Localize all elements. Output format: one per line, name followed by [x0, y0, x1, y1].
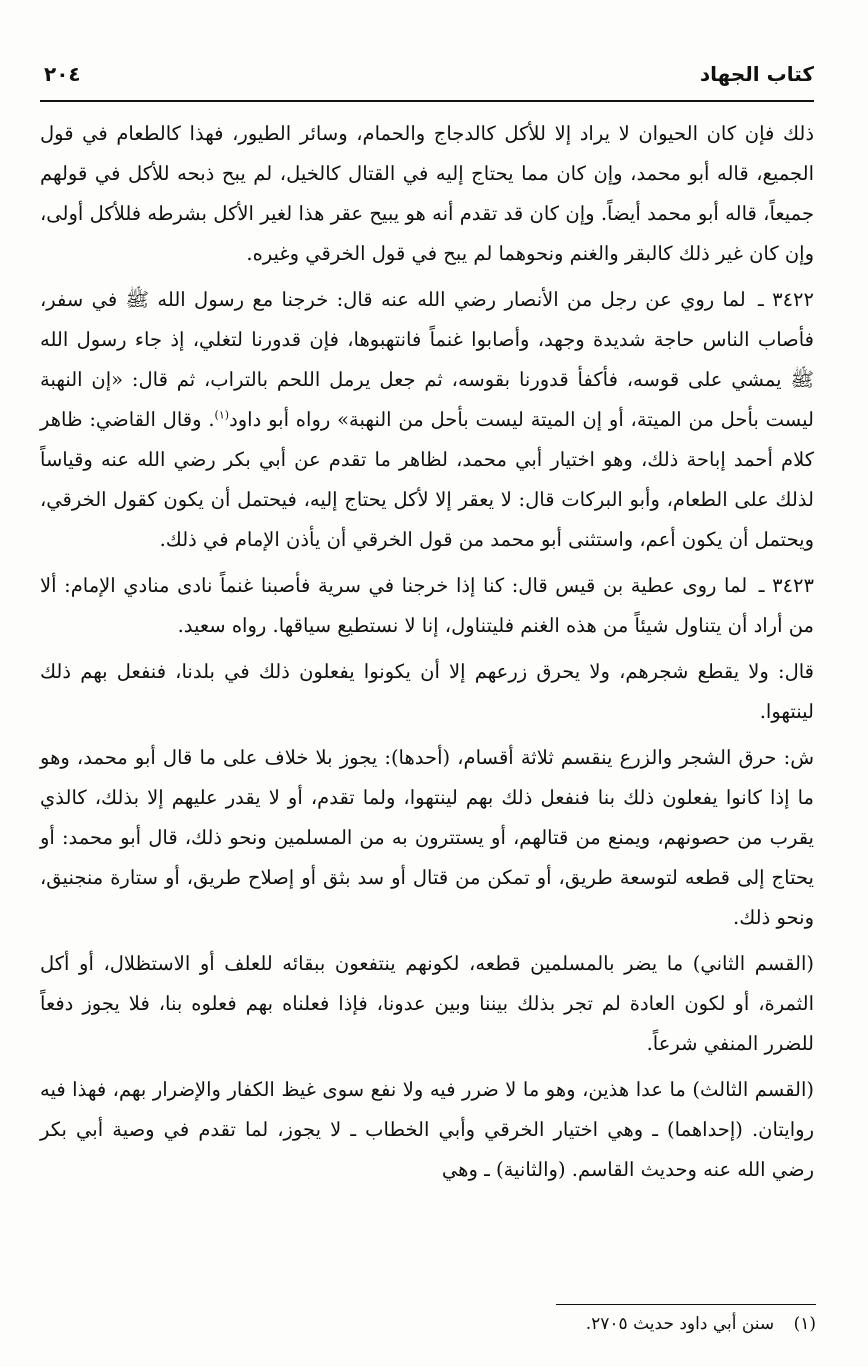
paragraph-text: قال: ولا يقطع شجرهم، ولا يحرق زرعهم إلا أن يكونوا يفعلون ذلك في بلدنا، فنفعل بهم ذلك لينتهوا.	[40, 660, 814, 723]
paragraph-text: ذلك فإن كان الحيوان لا يراد إلا للأكل كالدجاج والحمام، وسائر الطيور، فهذا كالطعام في قول الجميع، قاله أبو محمد، وإن كان مما يحتاج إليه في القتال كالخيل، لم يبح ذبحه للأكل في قولهم جميعاً، قاله أبو محمد أيضاً. وإن كان قد تقدم أنه هو يبيح عقر هذا لغير الأكل بشرطه فللأكل أولى، وإن كان غير ذلك كالبقر والغنم ونحوهما لم يبح في قول الخرقي وغيره.	[40, 122, 814, 265]
paragraph-1	[40, 114, 814, 274]
paragraph-4	[40, 652, 814, 732]
body-text	[40, 114, 814, 1196]
paragraph-2	[40, 280, 814, 560]
page-header	[44, 58, 814, 98]
paragraph-5	[40, 738, 814, 938]
header-rule	[40, 100, 814, 102]
running-title: كتاب الجهاد	[699, 62, 814, 86]
paragraph-text: لما روى عطية بن قيس قال: كنا إذا خرجنا في سرية فأصبنا غنماً نادى منادي الإمام: ألا من أراد أن يتناول شيئاً من هذه الغنم فليتناول، إنا لا نستطيع سياقها. رواه سعيد.	[40, 574, 814, 637]
footnote-text: سنن أبي داود حديث ٢٧٠٥.	[585, 1314, 775, 1334]
paragraph-text: لما روي عن رجل من الأنصار رضي الله عنه قال: خرجنا مع رسول الله ﷺ في سفر، فأصاب الناس حاجة شديدة وجهد، وأصابوا غنماً فانتهبوها، فإن قدورنا لتغلي، إذ جاء رسول الله ﷺ يمشي على قوسه، فأكفأ قدورنا بقوسه، ثم جعل يرمل اللحم بالتراب، ثم قال: «إن النهبة ليست بأحل من الميتة، أو إن الميتة ليست بأحل من النهبة» رواه أبو داود	[40, 288, 814, 431]
paragraph-text: (القسم الثالث) ما عدا هذين، وهو ما لا ضرر فيه ولا نفع سوى غيظ الكفار والإضرار بهم، فهذا فيه روايتان. (إحداهما) ـ وهي اختيار الخرقي وأبي الخطاب ـ لا يجوز، لما تقدم في وصية أبي بكر رضي الله عنه وحديث القاسم. (والثانية) ـ وهي	[40, 1078, 814, 1181]
hadith-number: ٣٤٢٢ ـ	[758, 288, 815, 311]
paragraph-6	[40, 944, 814, 1064]
footnote-marker: (١)	[214, 408, 230, 422]
paragraph-text-continued: . وقال القاضي: ظاهر كلام أحمد إباحة ذلك، وهو اختيار أبي محمد، لظاهر ما تقدم عن أبي بكر رضي الله عنه وقياساً لذلك على الطعام، وأبو البركات قال: لا يعقر إلا لأكل يحتاج إليه، فيحتمل أن يكون كقول الخرقي، ويحتمل أن يكون أعم، واستثنى أبو محمد من قول الخرقي أن يأذن الإمام في ذلك.	[40, 408, 814, 551]
hadith-number: ٣٤٢٣ ـ	[758, 574, 814, 597]
footnote-number: (١)	[793, 1314, 816, 1334]
paragraph-7	[40, 1070, 814, 1190]
paragraph-text: ش: حرق الشجر والزرع ينقسم ثلاثة أقسام، (أحدها): يجوز بلا خلاف على ما قال أبو محمد، وهو ما إذا كانوا يفعلون ذلك بنا فنفعل ذلك بهم لينتهوا، ولما تقدم، أو لا يقدر عليهم إلا بذلك، كالذي يقرب من حصونهم، ويمنع من قتالهم، أو يستترون به من المسلمين ونحو ذلك، قال أبو محمد: أو يحتاج إلى قطعه لتوسعة طريق، أو تمكن من قتال أو سد بثق أو إصلاح طريق، أو ستارة منجنيق، ونحو ذلك.	[40, 746, 814, 929]
footnote	[116, 1310, 816, 1338]
paragraph-3	[40, 566, 814, 646]
footnote-rule	[556, 1304, 816, 1305]
page-number: ٢٠٤	[44, 62, 81, 86]
paragraph-text: (القسم الثاني) ما يضر بالمسلمين قطعه، لكونهم ينتفعون ببقائه للعلف أو الاستظلال، أو أكل الثمرة، أو لكون العادة لم تجر بذلك بيننا وبين عدونا، فإذا فعلناه بهم فعلوه بنا، فلا يجوز دفعاً للضرر المنفي شرعاً.	[40, 952, 814, 1055]
